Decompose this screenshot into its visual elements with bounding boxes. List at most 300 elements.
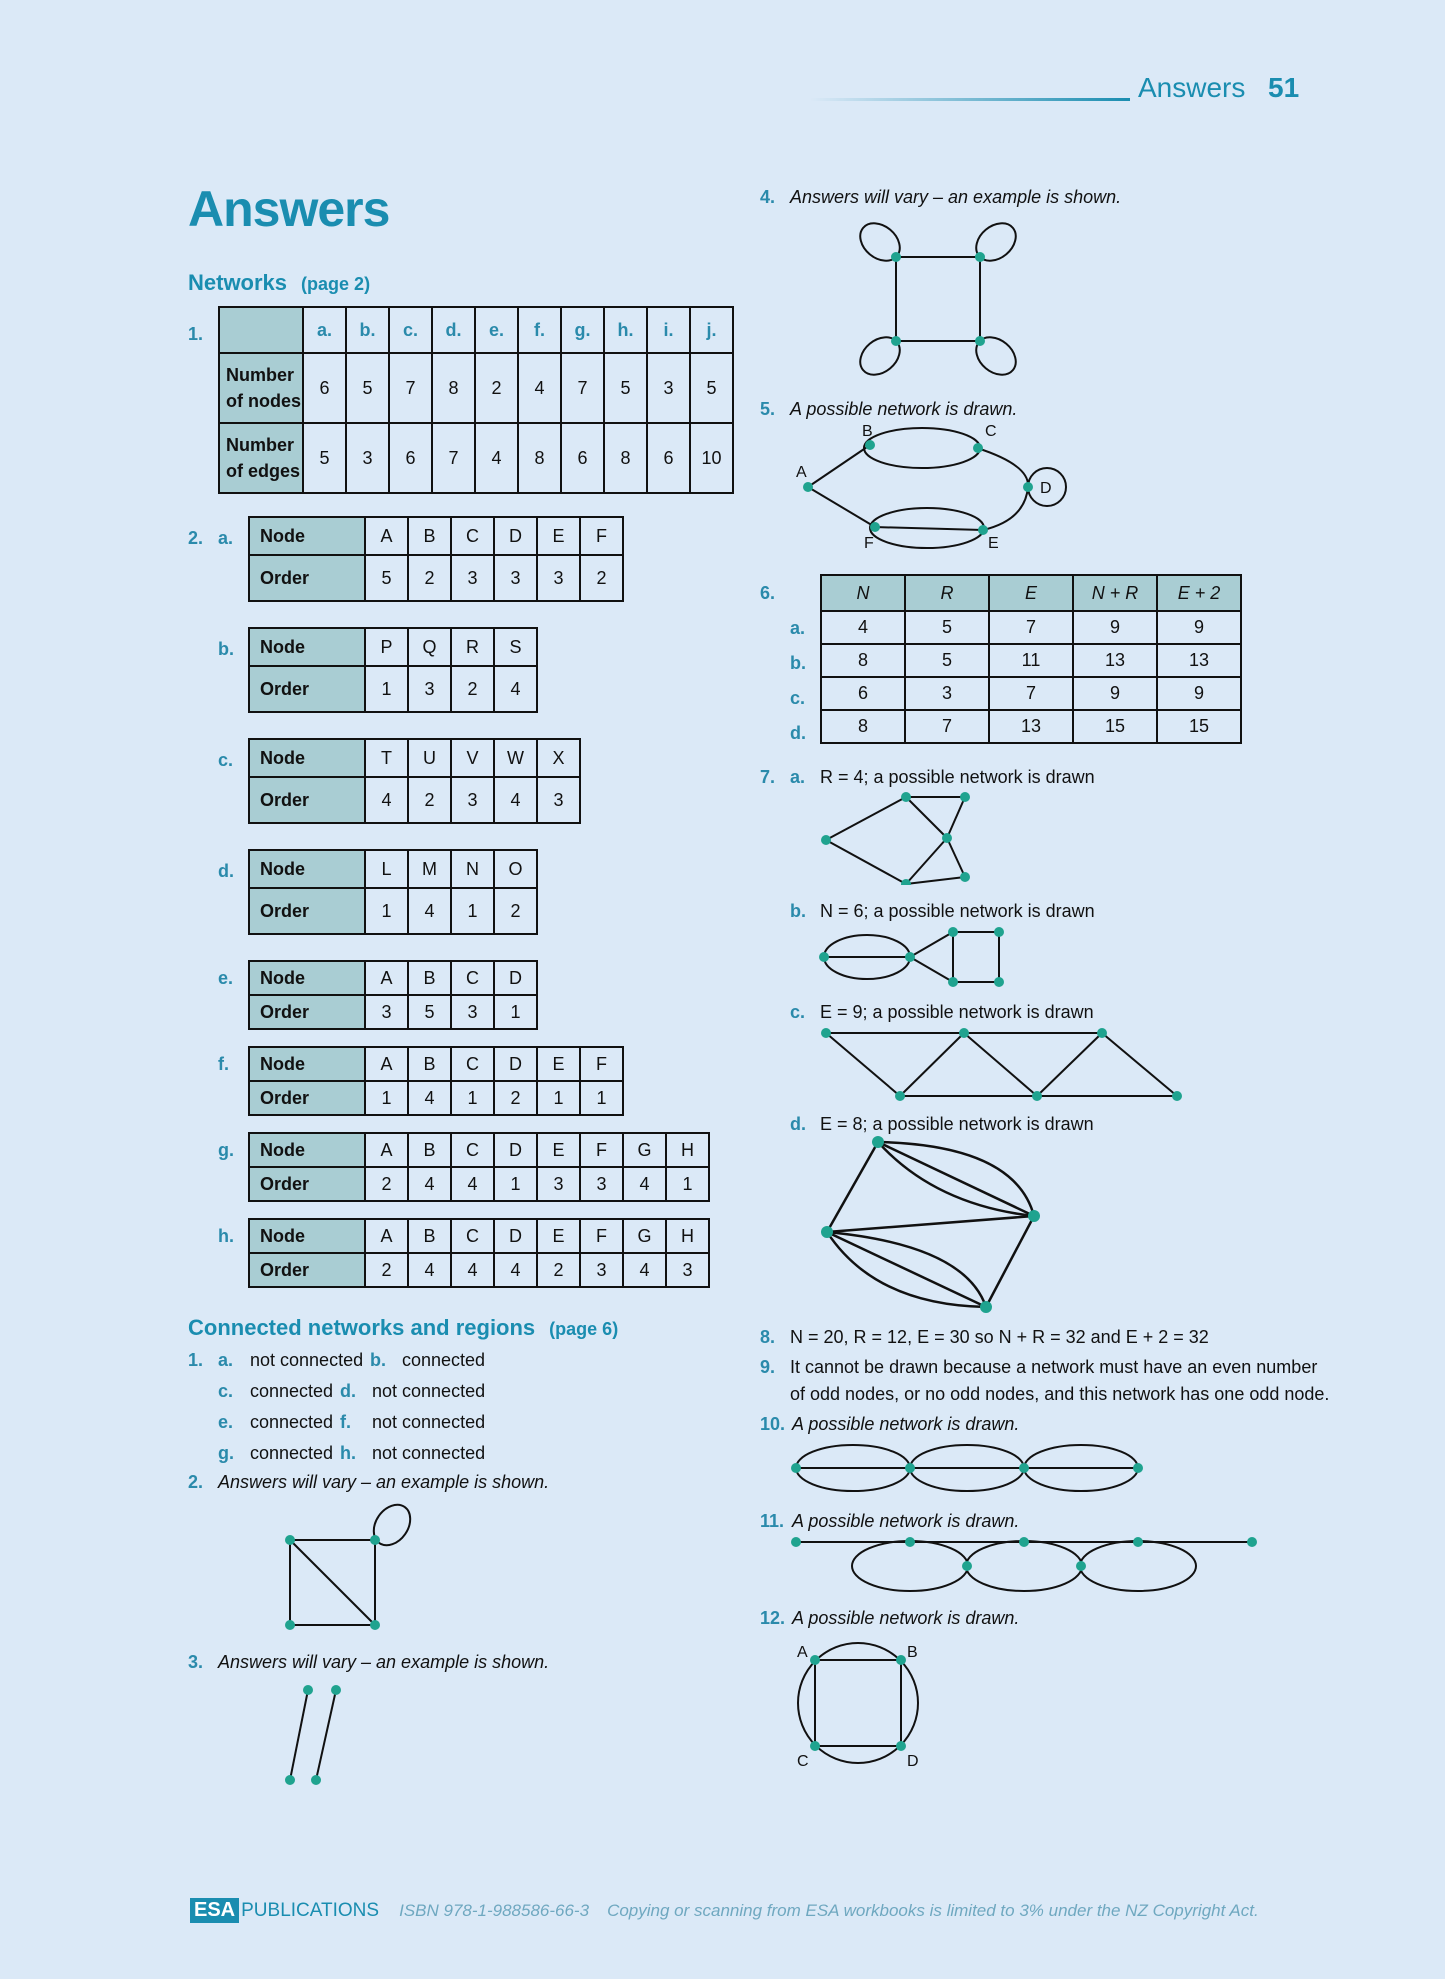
q12-text: A possible network is drawn. bbox=[792, 1608, 1020, 1628]
q6-cell: 6 bbox=[821, 677, 905, 710]
order-cell: 4 bbox=[623, 1253, 666, 1287]
networks-heading bbox=[188, 270, 370, 296]
node-label: Node bbox=[249, 1133, 365, 1167]
conn-q1-answer: connected bbox=[402, 1350, 486, 1370]
node-cell: F bbox=[580, 1047, 623, 1081]
q1-col-header: c. bbox=[389, 307, 432, 353]
q6-cell: 11 bbox=[989, 644, 1073, 677]
q5-double-bc bbox=[864, 428, 980, 468]
q1-row bbox=[219, 423, 733, 493]
q6-cell: 7 bbox=[989, 677, 1073, 710]
node-cell: D bbox=[494, 1219, 537, 1253]
q7c-text: E = 9; a possible network is drawn bbox=[820, 1002, 1094, 1022]
q1-row-label-1: Number bbox=[226, 365, 295, 385]
order-cell: 4 bbox=[494, 777, 537, 823]
node bbox=[891, 336, 901, 346]
q7d-diagram bbox=[815, 1135, 1055, 1315]
node bbox=[1172, 1091, 1182, 1101]
q1-corner bbox=[219, 307, 303, 353]
conn-q1-letter: c. bbox=[218, 1381, 234, 1401]
node-cell: A bbox=[365, 961, 408, 995]
q8-text: N = 20, R = 12, E = 30 so N + R = 32 and E + 2 = 32 bbox=[790, 1327, 1209, 1347]
node-cell: D bbox=[494, 1047, 537, 1081]
node bbox=[891, 252, 901, 262]
q11-diagram bbox=[790, 1535, 1260, 1615]
node-cell: B bbox=[408, 961, 451, 995]
q2-node-row bbox=[249, 1047, 623, 1081]
q5-edge-ab bbox=[808, 445, 870, 487]
connected-heading bbox=[188, 1315, 618, 1341]
q1-col-header: i. bbox=[647, 307, 690, 353]
q6-col-header: N + R bbox=[1073, 575, 1157, 611]
conn-q3-edge bbox=[316, 1690, 336, 1780]
q2-node-row bbox=[249, 628, 537, 666]
q7c-edge bbox=[1037, 1033, 1102, 1096]
order-cell: 3 bbox=[451, 555, 494, 601]
node-label: Node bbox=[249, 850, 365, 888]
q7b-diagram bbox=[815, 922, 1015, 997]
node bbox=[980, 1301, 992, 1313]
q1-col-header: g. bbox=[561, 307, 604, 353]
node bbox=[810, 1655, 820, 1665]
q5-diagram bbox=[790, 420, 1080, 555]
conn-q1-answer: not connected bbox=[250, 1350, 364, 1370]
order-cell: 4 bbox=[408, 888, 451, 934]
q1-col-header: e. bbox=[475, 307, 518, 353]
node-cell: E bbox=[537, 1219, 580, 1253]
q2-table-b bbox=[248, 627, 538, 713]
q1-cell: 5 bbox=[303, 423, 346, 493]
q7d-edge bbox=[986, 1216, 1034, 1307]
order-cell: 3 bbox=[537, 777, 580, 823]
node bbox=[285, 1775, 295, 1785]
order-cell: 3 bbox=[494, 555, 537, 601]
q6-col-header: R bbox=[905, 575, 989, 611]
q6-cell: 15 bbox=[1157, 710, 1241, 743]
q7d-edge bbox=[827, 1216, 1034, 1232]
order-cell: 3 bbox=[408, 666, 451, 712]
q7a-diagram bbox=[815, 785, 985, 885]
q6-cell: 4 bbox=[821, 611, 905, 644]
q6-header-row bbox=[821, 575, 1241, 611]
q7a-edge bbox=[906, 838, 947, 884]
node-cell: V bbox=[451, 739, 494, 777]
q5-number: 5. bbox=[760, 399, 776, 419]
node-cell: E bbox=[537, 1133, 580, 1167]
q7b-text: N = 6; a possible network is drawn bbox=[820, 901, 1095, 921]
q1-cell: 8 bbox=[432, 353, 475, 423]
q12-square bbox=[815, 1660, 901, 1746]
order-label: Order bbox=[249, 995, 365, 1029]
q6-row-letter: d. bbox=[790, 723, 806, 743]
node-cell: C bbox=[451, 961, 494, 995]
node bbox=[960, 792, 970, 802]
networks-page-ref: (page 2) bbox=[301, 274, 371, 294]
q1-cell: 7 bbox=[432, 423, 475, 493]
q8-number: 8. bbox=[760, 1327, 776, 1347]
node-cell: L bbox=[365, 850, 408, 888]
node bbox=[303, 1685, 313, 1695]
header-section: Answers bbox=[1138, 72, 1246, 103]
q2-node-row bbox=[249, 517, 623, 555]
q2-node-row bbox=[249, 1219, 709, 1253]
order-label: Order bbox=[249, 1253, 365, 1287]
q1-table bbox=[218, 306, 734, 494]
order-cell: 2 bbox=[408, 777, 451, 823]
node-cell: C bbox=[451, 1219, 494, 1253]
q2-order-row bbox=[249, 995, 537, 1029]
order-cell: 3 bbox=[580, 1167, 623, 1201]
order-cell: 2 bbox=[494, 1081, 537, 1115]
order-label: Order bbox=[249, 555, 365, 601]
node bbox=[1019, 1537, 1029, 1547]
node bbox=[978, 525, 988, 535]
conn-q3-diagram bbox=[270, 1680, 360, 1790]
node-cell: X bbox=[537, 739, 580, 777]
node-cell: A bbox=[365, 1219, 408, 1253]
q6-cell: 13 bbox=[989, 710, 1073, 743]
node-cell: B bbox=[408, 1047, 451, 1081]
node bbox=[1133, 1537, 1143, 1547]
node bbox=[905, 1537, 915, 1547]
q12-diagram bbox=[790, 1635, 940, 1770]
node-cell: A bbox=[365, 1047, 408, 1081]
node bbox=[905, 952, 915, 962]
node bbox=[872, 1136, 884, 1148]
order-cell: 5 bbox=[408, 995, 451, 1029]
node-label: Node bbox=[249, 1047, 365, 1081]
q9-number: 9. bbox=[760, 1357, 776, 1377]
q1-cell: 3 bbox=[647, 353, 690, 423]
q5-label: D bbox=[1040, 480, 1052, 497]
q2-table-d bbox=[248, 849, 538, 935]
q2-part-letter: b. bbox=[218, 639, 234, 659]
node-cell: O bbox=[494, 850, 537, 888]
node-label: Node bbox=[249, 1219, 365, 1253]
q1-cell: 5 bbox=[690, 353, 733, 423]
q6-row bbox=[821, 677, 1241, 710]
q6-cell: 9 bbox=[1073, 611, 1157, 644]
conn-q2-diagram bbox=[270, 1495, 430, 1635]
q12-label: C bbox=[797, 1753, 809, 1770]
order-cell: 4 bbox=[408, 1167, 451, 1201]
q6-cell: 5 bbox=[905, 611, 989, 644]
connected-page-ref: (page 6) bbox=[549, 1319, 619, 1339]
q10-diagram bbox=[790, 1440, 1150, 1500]
node-label: Node bbox=[249, 517, 365, 555]
q2-order-row bbox=[249, 1081, 623, 1115]
conn-q1-answer: connected bbox=[250, 1443, 334, 1463]
q7a-edge bbox=[826, 840, 906, 884]
conn-q1-letter: a. bbox=[218, 1350, 234, 1370]
node bbox=[1247, 1537, 1257, 1547]
node-cell: F bbox=[580, 517, 623, 555]
header-rule bbox=[810, 98, 1130, 101]
q6-cell: 7 bbox=[989, 611, 1073, 644]
q2-part-letter: f. bbox=[218, 1054, 229, 1074]
q5-text: A possible network is drawn. bbox=[790, 399, 1018, 419]
q2-order-row bbox=[249, 555, 623, 601]
node bbox=[810, 1741, 820, 1751]
conn-q2-text: Answers will vary – an example is shown. bbox=[218, 1472, 550, 1492]
node bbox=[960, 872, 970, 882]
page-title: Answers bbox=[188, 181, 390, 237]
q2-part-letter: d. bbox=[218, 861, 234, 881]
node bbox=[896, 1741, 906, 1751]
conn-q1-letter: d. bbox=[340, 1381, 356, 1401]
order-cell: 4 bbox=[451, 1253, 494, 1287]
q5-edge-af bbox=[808, 487, 875, 527]
order-cell: 4 bbox=[451, 1167, 494, 1201]
node-cell: D bbox=[494, 517, 537, 555]
q7c-edge bbox=[900, 1033, 964, 1096]
q2-order-row bbox=[249, 777, 580, 823]
order-cell: 2 bbox=[451, 666, 494, 712]
node-cell: C bbox=[451, 1047, 494, 1081]
node bbox=[1032, 1091, 1042, 1101]
order-cell: 3 bbox=[451, 777, 494, 823]
q6-cell: 15 bbox=[1073, 710, 1157, 743]
q1-col-header: f. bbox=[518, 307, 561, 353]
q7a-edge bbox=[947, 797, 965, 838]
node bbox=[370, 1535, 380, 1545]
node-cell: W bbox=[494, 739, 537, 777]
node bbox=[905, 1463, 915, 1473]
node-cell: B bbox=[408, 517, 451, 555]
q1-row-label-2: of nodes bbox=[226, 391, 301, 411]
q6-row-letter: b. bbox=[790, 653, 806, 673]
node bbox=[896, 1655, 906, 1665]
q1-col-header: h. bbox=[604, 307, 647, 353]
node bbox=[1097, 1028, 1107, 1038]
q1-cell: 7 bbox=[561, 353, 604, 423]
q1-row-label bbox=[219, 353, 303, 423]
q1-cell: 5 bbox=[604, 353, 647, 423]
node-cell: T bbox=[365, 739, 408, 777]
conn-q1-letter: f. bbox=[340, 1412, 351, 1432]
q2-table-c bbox=[248, 738, 581, 824]
order-cell: 2 bbox=[365, 1167, 408, 1201]
node-cell: G bbox=[623, 1133, 666, 1167]
q7b-square bbox=[953, 932, 999, 982]
q6-row bbox=[821, 611, 1241, 644]
q1-row-label bbox=[219, 423, 303, 493]
q7c-letter: c. bbox=[790, 1002, 806, 1022]
q7d-edge bbox=[827, 1232, 986, 1307]
q2-node-row bbox=[249, 1133, 709, 1167]
order-cell: 1 bbox=[451, 1081, 494, 1115]
node-cell: F bbox=[580, 1219, 623, 1253]
q11-ellipse bbox=[1080, 1541, 1196, 1591]
q6-cell: 9 bbox=[1073, 677, 1157, 710]
node bbox=[819, 952, 829, 962]
node-label: Node bbox=[249, 628, 365, 666]
q1-cell: 4 bbox=[475, 423, 518, 493]
node bbox=[791, 1537, 801, 1547]
node bbox=[1133, 1463, 1143, 1473]
conn-q1-answer: not connected bbox=[372, 1443, 486, 1463]
node-cell: S bbox=[494, 628, 537, 666]
q5-edge-fe bbox=[874, 527, 983, 530]
node bbox=[994, 927, 1004, 937]
q6-row-letter: a. bbox=[790, 618, 806, 638]
q5-label: B bbox=[862, 423, 873, 440]
order-cell: 2 bbox=[408, 555, 451, 601]
q11-ellipse bbox=[966, 1541, 1082, 1591]
q7a-edge bbox=[906, 877, 965, 884]
node bbox=[821, 1226, 833, 1238]
order-cell: 2 bbox=[365, 1253, 408, 1287]
q1-row-label-1: Number bbox=[226, 435, 295, 455]
node-label: Node bbox=[249, 961, 365, 995]
node bbox=[285, 1620, 295, 1630]
q4-text: Answers will vary – an example is shown. bbox=[790, 187, 1122, 207]
node bbox=[901, 792, 911, 802]
q11-text: A possible network is drawn. bbox=[792, 1511, 1020, 1531]
node-cell: R bbox=[451, 628, 494, 666]
q5-label: A bbox=[796, 464, 807, 481]
node bbox=[895, 1091, 905, 1101]
q2-node-row bbox=[249, 739, 580, 777]
conn-q1-answer: connected bbox=[250, 1412, 334, 1432]
order-cell: 3 bbox=[666, 1253, 709, 1287]
order-cell: 5 bbox=[365, 555, 408, 601]
node-cell: H bbox=[666, 1219, 709, 1253]
order-cell: 4 bbox=[408, 1253, 451, 1287]
q1-cell: 6 bbox=[561, 423, 604, 493]
node-cell: P bbox=[365, 628, 408, 666]
node bbox=[331, 1685, 341, 1695]
order-cell: 4 bbox=[494, 666, 537, 712]
node bbox=[1076, 1561, 1086, 1571]
order-cell: 4 bbox=[365, 777, 408, 823]
q6-cell: 13 bbox=[1073, 644, 1157, 677]
q6-cell: 9 bbox=[1157, 677, 1241, 710]
conn-q1-letter: g. bbox=[218, 1443, 234, 1463]
q2-table-f bbox=[248, 1046, 624, 1116]
order-cell: 4 bbox=[408, 1081, 451, 1115]
order-cell: 4 bbox=[494, 1253, 537, 1287]
q6-cell: 8 bbox=[821, 710, 905, 743]
node-cell: B bbox=[408, 1133, 451, 1167]
q11-number: 11. bbox=[760, 1511, 785, 1531]
q10-number: 10. bbox=[760, 1414, 786, 1434]
q1-cell: 8 bbox=[604, 423, 647, 493]
node-cell: A bbox=[365, 1133, 408, 1167]
q1-number: 1. bbox=[188, 324, 204, 344]
node bbox=[870, 522, 880, 532]
q1-cell: 3 bbox=[346, 423, 389, 493]
q6-number: 6. bbox=[760, 583, 776, 603]
q6-cell: 13 bbox=[1157, 644, 1241, 677]
q2-table-a bbox=[248, 516, 624, 602]
node bbox=[948, 927, 958, 937]
q1-col-header: b. bbox=[346, 307, 389, 353]
q7b-letter: b. bbox=[790, 901, 806, 921]
order-cell: 4 bbox=[623, 1167, 666, 1201]
order-cell: 3 bbox=[580, 1253, 623, 1287]
q6-table bbox=[820, 574, 1242, 744]
q11-ellipse bbox=[852, 1541, 968, 1591]
conn-q1-answer: connected bbox=[250, 1381, 334, 1401]
q6-row bbox=[821, 710, 1241, 743]
conn-q3-number: 3. bbox=[188, 1652, 204, 1672]
order-cell: 2 bbox=[494, 888, 537, 934]
q4-diagram bbox=[850, 210, 1030, 390]
node bbox=[1028, 1210, 1040, 1222]
q7d-text: E = 8; a possible network is drawn bbox=[820, 1114, 1094, 1134]
q7d-edge bbox=[827, 1142, 878, 1232]
q1-row bbox=[219, 353, 733, 423]
order-label: Order bbox=[249, 777, 365, 823]
node-cell: M bbox=[408, 850, 451, 888]
order-label: Order bbox=[249, 888, 365, 934]
order-cell: 1 bbox=[451, 888, 494, 934]
q7c-edge bbox=[826, 1033, 900, 1096]
footer-publisher: PUBLICATIONS bbox=[241, 1900, 380, 1921]
order-cell: 1 bbox=[365, 666, 408, 712]
node bbox=[370, 1620, 380, 1630]
q6-cell: 5 bbox=[905, 644, 989, 677]
node bbox=[942, 833, 952, 843]
order-cell: 1 bbox=[494, 995, 537, 1029]
q2-order-row bbox=[249, 1167, 709, 1201]
order-cell: 1 bbox=[365, 888, 408, 934]
q6-row bbox=[821, 644, 1241, 677]
node bbox=[948, 977, 958, 987]
q2-part-letter: a. bbox=[218, 528, 234, 548]
node-cell: A bbox=[365, 517, 408, 555]
q7a-edge bbox=[947, 838, 965, 877]
order-cell: 1 bbox=[494, 1167, 537, 1201]
esa-logo: ESA bbox=[190, 1898, 239, 1923]
q12-label: D bbox=[907, 1753, 919, 1770]
q2-order-row bbox=[249, 666, 537, 712]
node-cell: E bbox=[537, 1047, 580, 1081]
q1-cell: 6 bbox=[647, 423, 690, 493]
q9-line1: It cannot be drawn because a network must have an even number bbox=[790, 1357, 1318, 1377]
order-cell: 3 bbox=[537, 555, 580, 601]
q2-order-row bbox=[249, 1253, 709, 1287]
conn-q1-answer: not connected bbox=[372, 1412, 486, 1432]
node bbox=[803, 482, 813, 492]
q2-part-letter: h. bbox=[218, 1226, 234, 1246]
node-cell: C bbox=[451, 1133, 494, 1167]
q4-square bbox=[896, 257, 980, 341]
node bbox=[1023, 482, 1033, 492]
node bbox=[994, 977, 1004, 987]
order-cell: 3 bbox=[365, 995, 408, 1029]
q2-node-row bbox=[249, 961, 537, 995]
footer-isbn: ISBN 978-1-988586-66-3 bbox=[399, 1901, 590, 1920]
q1-cell: 5 bbox=[346, 353, 389, 423]
q2-table-h bbox=[248, 1218, 710, 1288]
order-cell: 1 bbox=[537, 1081, 580, 1115]
order-cell: 1 bbox=[365, 1081, 408, 1115]
node bbox=[311, 1775, 321, 1785]
node bbox=[285, 1535, 295, 1545]
node bbox=[959, 1028, 969, 1038]
conn-q1-number: 1. bbox=[188, 1350, 204, 1370]
node-cell: U bbox=[408, 739, 451, 777]
q1-header-row bbox=[219, 307, 733, 353]
node bbox=[1019, 1463, 1029, 1473]
node bbox=[962, 1561, 972, 1571]
conn-q1-letter: e. bbox=[218, 1412, 234, 1432]
q12-label: B bbox=[907, 1644, 918, 1661]
q5-label: E bbox=[988, 535, 999, 552]
conn-q1-letter: h. bbox=[340, 1443, 356, 1463]
